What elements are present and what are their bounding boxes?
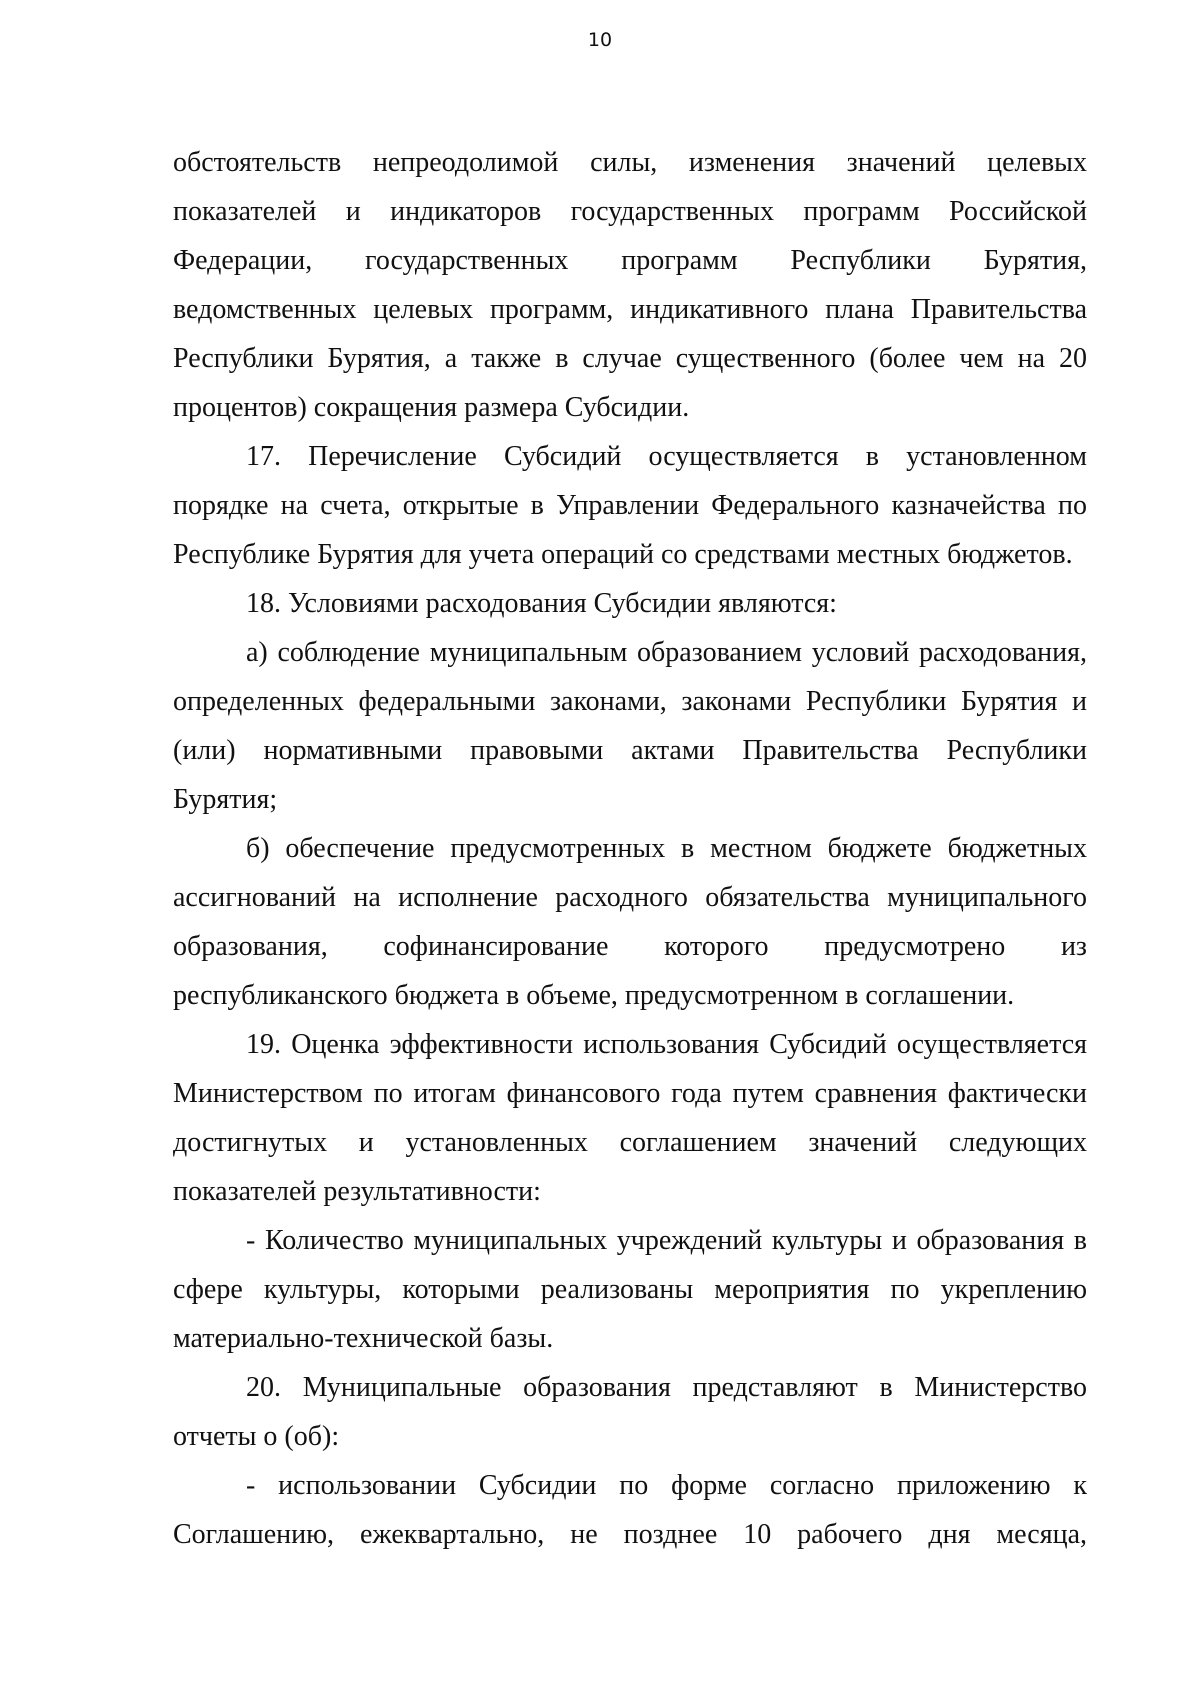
paragraph-19-effectiveness-evaluation: 19. Оценка эффективности использования Субсидий осуществляется Министерством по итогам финансового года путем сравнения фактически достигнутых и установленных соглашением значений следующих показателей результативности: bbox=[173, 1029, 1087, 1207]
paragraph-force-majeure-continuation: обстоятельств непреодолимой силы, изменения значений целевых показателей и индикаторов государственных программ Российской Федерации, государственных программ Республики Бурятия, ведомственных целевых программ, индикативного плана Правительства Республики Бурятия, а также в случае существенного (более чем на 20 процентов) сокращения размера Субсидии. bbox=[173, 147, 1087, 423]
paragraph-17-subsidy-transfer: 17. Перечисление Субсидий осуществляется в установленном порядке на счета, открытые в Управлении Федерального казначейства по Республике Бурятия для учета операций со средствами местных бюджетов. bbox=[173, 441, 1087, 570]
paragraph-20-reports: 20. Муниципальные образования представляют в Министерство отчеты о (об): bbox=[173, 1372, 1087, 1452]
paragraph-20-report-item: - использовании Субсидии по форме согласно приложению к Соглашению, ежеквартально, не позднее 10 рабочего дня месяца, bbox=[173, 1470, 1087, 1550]
document-body bbox=[173, 138, 1087, 1559]
paragraph-18-spending-conditions: 18. Условиями расходования Субсидии являются: bbox=[246, 588, 837, 619]
paragraph-18b-cofinancing: б) обеспечение предусмотренных в местном бюджете бюджетных ассигнований на исполнение расходного обязательства муниципального образования, софинансирование которого предусмотрено из республиканского бюджета в объеме, предусмотренном в соглашении. bbox=[173, 833, 1087, 1011]
paragraph-18a-compliance: а) соблюдение муниципальным образованием условий расходования, определенных федеральными законами, законами Республики Бурятия и (или) нормативными правовыми актами Правительства Республики Бурятия; bbox=[173, 637, 1087, 815]
paragraph-19-indicator-item: - Количество муниципальных учреждений культуры и образования в сфере культуры, которыми реализованы мероприятия по укреплению материально-технической базы. bbox=[173, 1225, 1087, 1354]
page-number: 10 bbox=[587, 29, 613, 51]
